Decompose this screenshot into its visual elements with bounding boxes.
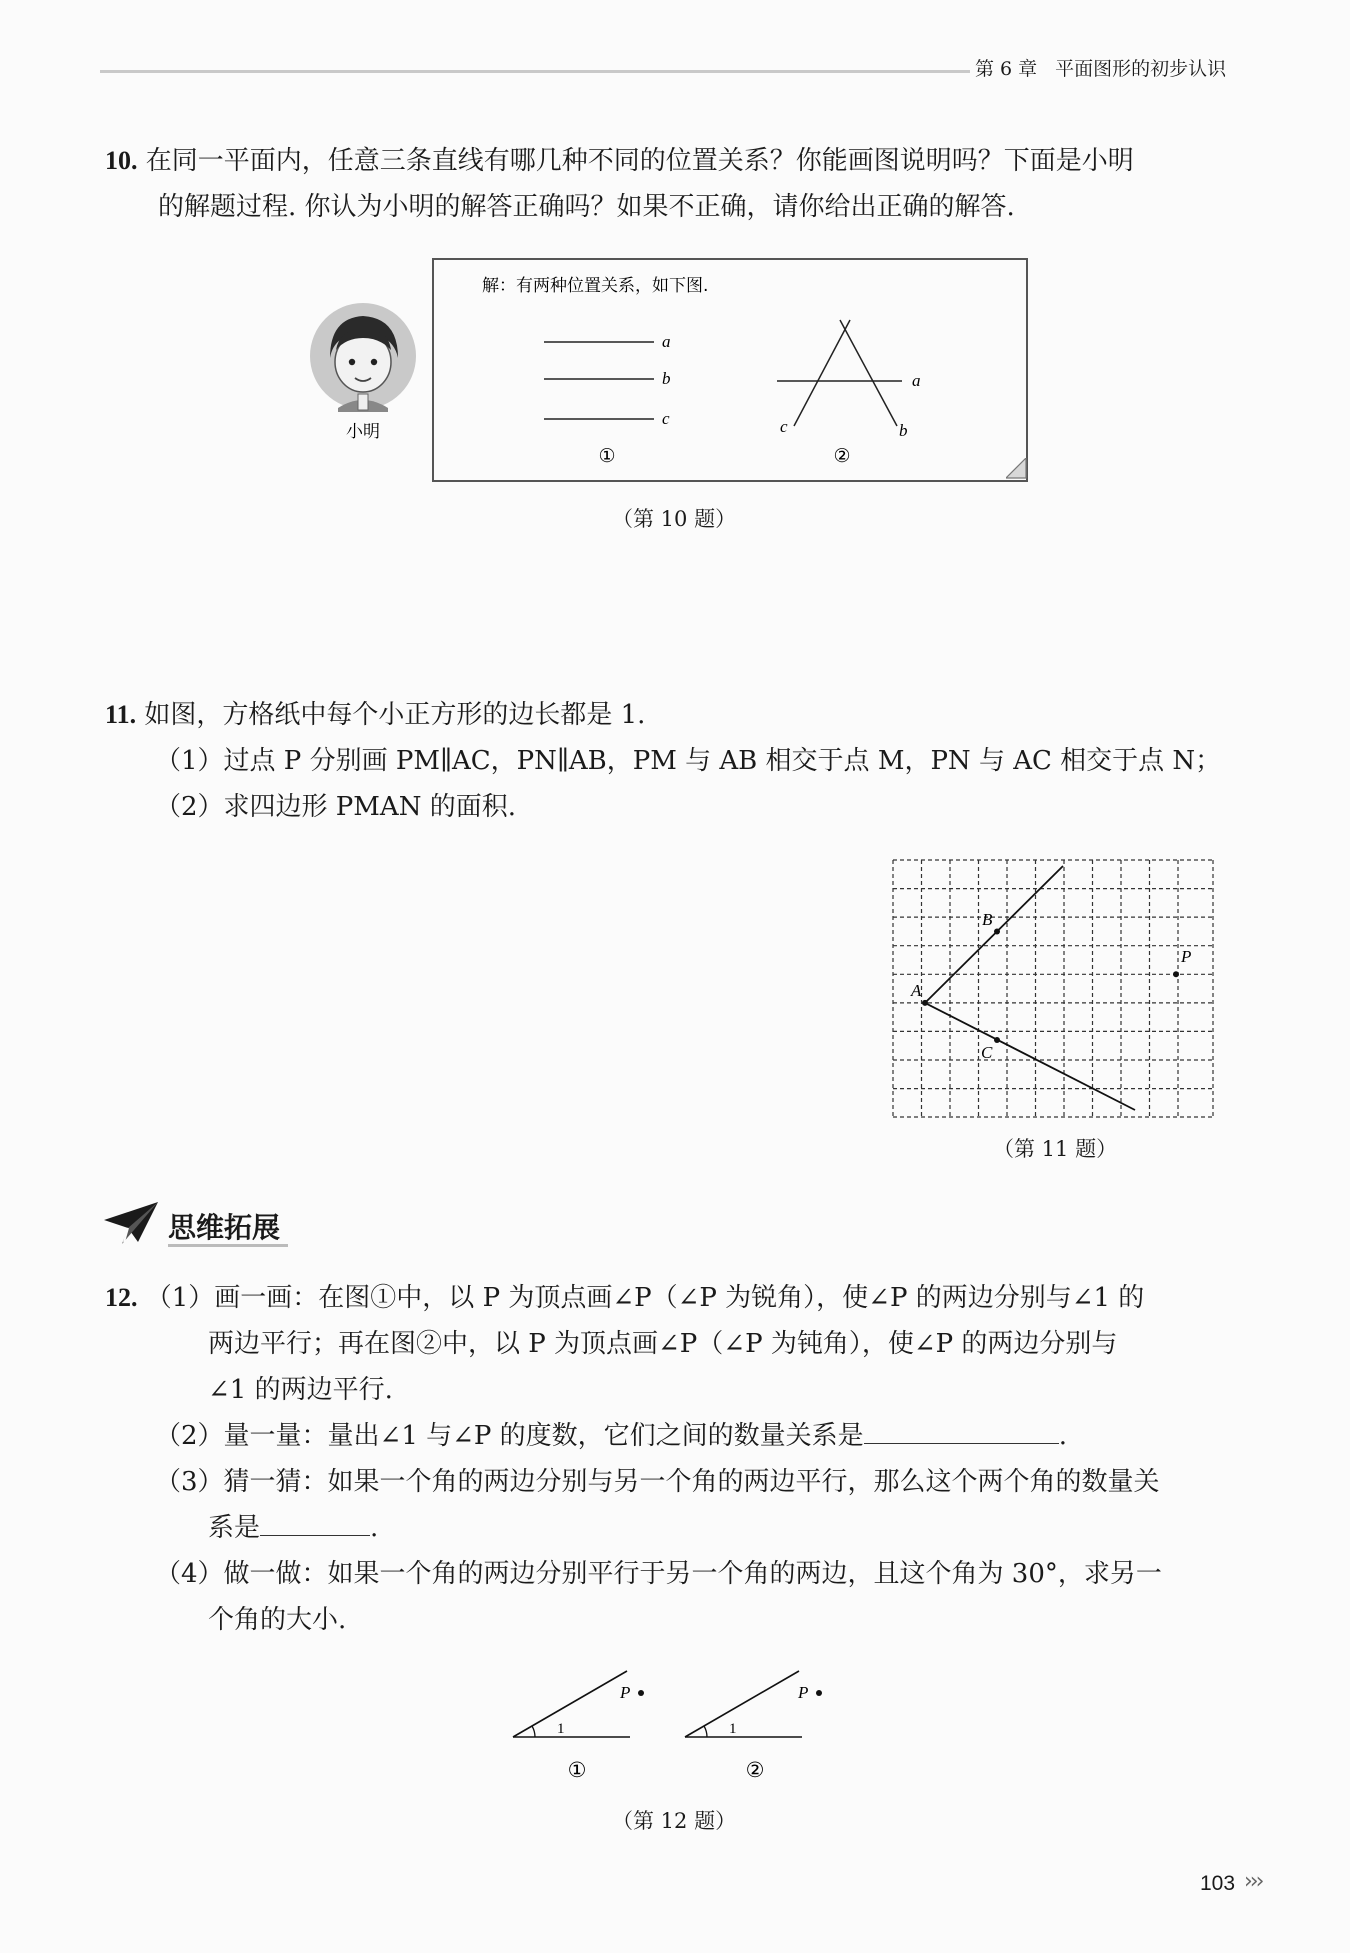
point-B	[994, 929, 1000, 935]
q11-number: 11.	[105, 700, 137, 729]
q11-text-1: 如图，方格纸中每个小正方形的边长都是 1.	[144, 700, 646, 730]
q10-text-1: 在同一平面内，任意三条直线有哪几种不同的位置关系？你能画图说明吗？下面是小明	[145, 146, 1134, 176]
q12-line1	[105, 1275, 1144, 1321]
label-P: P	[1181, 947, 1192, 966]
point-P	[1173, 971, 1179, 977]
q10-line2: 的解题过程. 你认为小明的解答正确吗？如果不正确，请你给出正确的解答.	[158, 192, 1015, 222]
q12-p2-text: （2）量一量：量出∠1 与∠P 的度数，它们之间的数量关系是	[155, 1421, 864, 1451]
q12-fig2-label: ②	[745, 1758, 765, 1782]
section-underline	[168, 1244, 288, 1247]
q10-caption: （第 10 题）	[612, 507, 737, 531]
running-header	[975, 54, 1226, 81]
point-C	[994, 1037, 1000, 1043]
angle-1-label-fig2: 1	[729, 1721, 737, 1737]
label-b: b	[662, 369, 671, 388]
q10-number: 10.	[105, 146, 138, 175]
label-c-2: c	[780, 417, 788, 436]
q12-p1-line3: ∠1 的两边平行.	[208, 1375, 393, 1405]
q12-fig1-label: ①	[567, 1758, 587, 1782]
q12-number: 12.	[105, 1283, 138, 1312]
point-A	[922, 1000, 928, 1006]
angle-1-label-fig1: 1	[557, 1721, 565, 1737]
q11-line1	[105, 692, 645, 738]
q12-p3-line1: （3）猜一猜：如果一个角的两边分别与另一个角的两边平行，那么这个两个角的数量关	[155, 1467, 1160, 1497]
q12-p3-line2	[208, 1505, 378, 1551]
q12-p4-line2: 个角的大小.	[208, 1605, 347, 1635]
page-number: 103	[1200, 1872, 1236, 1895]
q12-caption: （第 12 题）	[612, 1809, 737, 1833]
line-b	[840, 320, 897, 426]
student-name: 小明	[346, 422, 380, 442]
header-rule	[100, 70, 970, 73]
q12-p1-line1: （1）画一画：在图①中，以 P 为顶点画∠P（∠P 为锐角），使∠P 的两边分别与∠1 的	[145, 1283, 1145, 1313]
p-label-fig1: P	[620, 1683, 631, 1702]
q11-grid-figure	[885, 855, 1215, 1120]
chapter-title: 平面图形的初步认识	[1055, 58, 1227, 80]
ray-AC	[925, 1003, 1135, 1110]
p-label-fig2: P	[798, 1683, 809, 1702]
q12-p2	[155, 1413, 1067, 1459]
p-point-fig2	[816, 1690, 822, 1696]
q12-p1-line2: 两边平行；再在图②中，以 P 为顶点画∠P（∠P 为钝角），使∠P 的两边分别与	[208, 1329, 1118, 1359]
label-a-2: a	[912, 371, 921, 390]
q11-part2: （2）求四边形 PMAN 的面积.	[155, 792, 516, 822]
chapter-label: 第 6 章	[975, 58, 1038, 80]
label-a: a	[662, 332, 671, 351]
q12-p4-line1: （4）做一做：如果一个角的两边分别平行于另一个角的两边，且这个角为 30°，求另一	[155, 1559, 1162, 1589]
label-C: C	[981, 1043, 993, 1062]
student-avatar	[300, 300, 430, 445]
q12-p3-end: .	[370, 1513, 379, 1543]
answer-blank-2[interactable]	[260, 1509, 370, 1536]
grid-lines	[893, 860, 1213, 1117]
q10-line1	[105, 138, 1134, 184]
p-point-fig1	[638, 1690, 644, 1696]
q12-p2-end: .	[1058, 1421, 1067, 1451]
q12-figures	[505, 1665, 845, 1785]
q12-p3-text: 系是	[208, 1513, 261, 1543]
q12-figure-1	[513, 1671, 644, 1782]
line-c	[794, 320, 850, 426]
answer-blank-1[interactable]	[864, 1417, 1059, 1444]
solution-text: 解：有两种位置关系，如下图.	[482, 276, 709, 296]
fig2-label: ②	[833, 446, 851, 467]
q11-caption: （第 11 题）	[993, 1137, 1118, 1161]
q12-figure-2	[685, 1671, 822, 1782]
label-A: A	[911, 981, 922, 1000]
page-arrows-icon: ›››	[1244, 1869, 1262, 1894]
q11-part1: （1）过点 P 分别画 PM∥AC，PN∥AB，PM 与 AB 相交于点 M，PN 与 AC 相交于点 N；	[155, 746, 1222, 776]
ray-AB	[925, 866, 1063, 1003]
fig1-label: ①	[598, 446, 616, 467]
label-b-2: b	[899, 421, 908, 440]
label-B: B	[982, 910, 993, 929]
section-title: 思维拓展	[168, 1211, 281, 1244]
label-c: c	[662, 409, 670, 428]
solution-figures	[432, 258, 1026, 480]
paper-plane-icon	[100, 1196, 162, 1248]
